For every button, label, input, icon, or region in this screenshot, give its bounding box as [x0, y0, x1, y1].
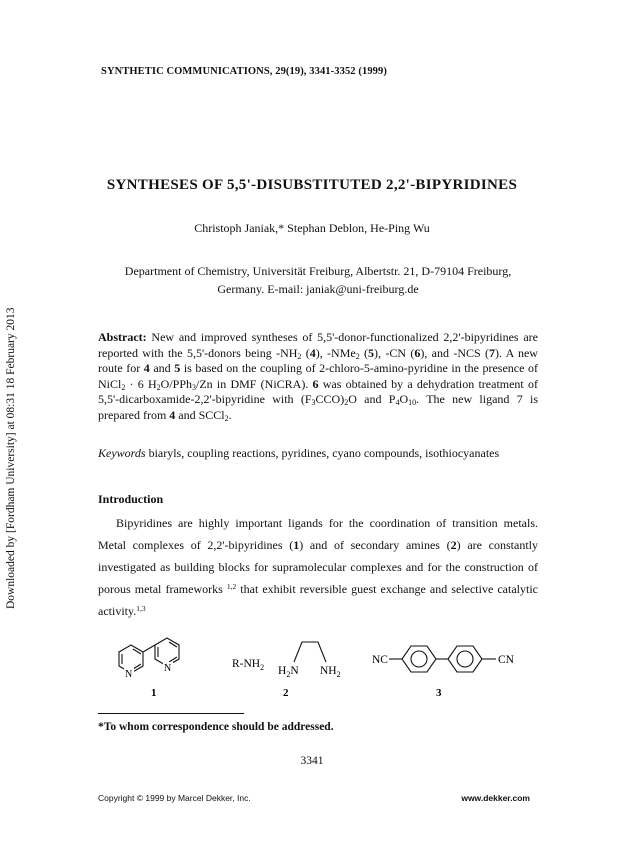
- keywords-label: Keywords: [98, 446, 146, 460]
- footnote-divider: [98, 713, 244, 714]
- journal-header: SYNTHETIC COMMUNICATIONS, 29(19), 3341-3352 (1999): [101, 66, 387, 77]
- nc-group-text: NC: [372, 654, 388, 666]
- structure-2-amines: [232, 642, 341, 699]
- structure-label-2: 2: [283, 687, 289, 699]
- introduction-text: [98, 512, 538, 622]
- atom-label-n-left: N: [125, 669, 133, 680]
- affiliation-line-1: Department of Chemistry, Universität Freiburg, Albertstr. 21, D-79104 Freiburg,: [124, 264, 512, 278]
- affiliation: [98, 263, 538, 298]
- cn-group-text: CN: [498, 654, 514, 666]
- structure-3-dicyanobiphenyl: [372, 646, 515, 699]
- abstract: [98, 330, 538, 423]
- atom-label-n-right: N: [164, 663, 172, 674]
- footnote: *To whom correspondence should be addressed.: [98, 721, 334, 733]
- chemical-structures: [0, 618, 624, 708]
- affiliation-line-2: Germany. E-mail: janiak@uni-freiburg.de: [217, 281, 419, 296]
- introduction-paragraph: Bipyridines are highly important ligands for the coordination of transition metals. Metal complexes of 2,2'-bipyridines (1) and of secondary amines (2) are constantly investigated as building blocks for supramolecular complexes and for the construction of porous metal frameworks $^{1,2}$ that exhibit reversible guest exchange and selective catalytic activity.$^{1,3}$: [98, 516, 539, 618]
- download-watermark: Downloaded by [Fordham University] at 08:31 18 February 2013: [5, 307, 17, 609]
- keywords: [98, 446, 538, 461]
- keywords-text: biaryls, coupling reactions, pyridines, cyano compounds, isothiocyanates: [145, 446, 500, 460]
- article-title: SYNTHESES OF 5,5'-DISUBSTITUTED 2,2'-BIPYRIDINES: [106, 177, 518, 193]
- abstract-label: Abstract:: [98, 330, 147, 344]
- section-heading-introduction: Introduction: [98, 492, 164, 506]
- nh2-text: $NH_2$: [320, 665, 341, 679]
- h2n-text: $H_2N$: [278, 665, 299, 679]
- structure-label-1: 1: [151, 687, 157, 699]
- page-number: 3341: [300, 755, 324, 767]
- structure-label-3: 3: [436, 687, 442, 699]
- copyright-notice: Copyright © 1999 by Marcel Dekker, Inc.: [98, 793, 251, 803]
- abstract-paragraph: Abstract: New and improved syntheses of 5,5'-donor-functionalized 2,2'-bipyridines are reported with the 5,5'-donors being $-NH_2$ (4), -NMe$_2$ (5), -CN (6), and -NCS (7). A new route for 4 and 5 is based on the coupling of 2-chloro-5-amino-pyridine in the presence of NiCl$_2$ · 6 $H_2O/PPh_3/Zn$ in DMF (NiCRA). 6 was obtained by a dehydration treatment of 5,5'-dicarboxamide-2,2'-bipyridine with $(F_3CCO)_2O$ and $P_4O_{10}$. The new ligand 7 is prepared from 4 and SCCl$_2$.: [98, 330, 539, 423]
- publisher-url[interactable]: www.dekker.com: [461, 793, 530, 803]
- author-list: Christoph Janiak,* Stephan Deblon, He-Ping Wu: [194, 221, 430, 235]
- r-nh2-text: $R-NH_2$: [232, 658, 265, 672]
